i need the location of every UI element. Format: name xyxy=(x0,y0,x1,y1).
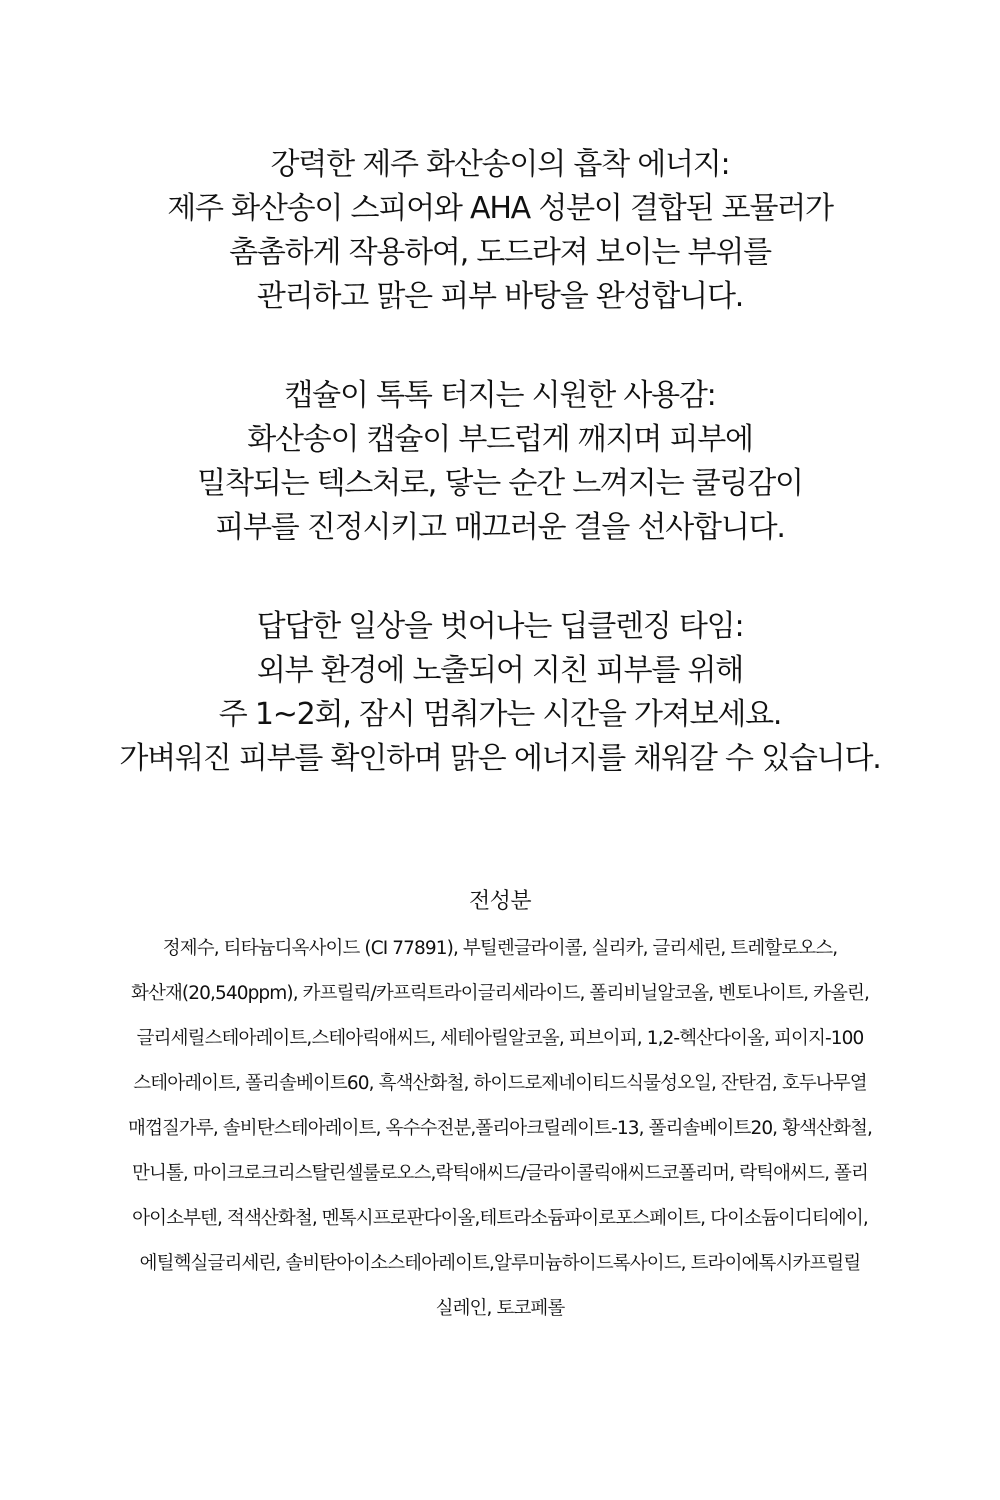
description-section-capsule-texture xyxy=(40,374,960,550)
ingredients-line: 정제수, 티타늄디옥사이드 (CI 77891), 부틸렌글라이콜, 실리카, 글리세린, 트레할로오스, xyxy=(162,938,838,959)
description-section-deep-cleansing xyxy=(40,605,960,781)
ingredients-line: 아이소부텐, 적색산화철, 멘톡시프로판다이올,테트라소듐파이로포스페이트, 다이소듐이디티에이, xyxy=(132,1208,868,1229)
description-section-volcanic-energy xyxy=(40,143,960,319)
description-line: 제주 화산송이 스피어와 AHA 성분이 결합된 포뮬러가 xyxy=(167,191,833,226)
description-line: 외부 환경에 노출되어 지친 피부를 위해 xyxy=(256,653,744,688)
description-line: 관리하고 맑은 피부 바탕을 완성합니다. xyxy=(256,279,744,314)
ingredients-title: 전성분 xyxy=(469,889,531,914)
description-line: 촘촘하게 작용하여, 도드라져 보이는 부위를 xyxy=(229,235,771,270)
description-line: 강력한 제주 화산송이의 흡착 에너지: xyxy=(270,147,730,182)
ingredients-line: 스테아레이트, 폴리솔베이트60, 흑색산화철, 하이드로제네이티드식물성오일, 잔탄검, 호두나무열 xyxy=(133,1073,867,1094)
description-line: 밀착되는 텍스처로, 닿는 순간 느껴지는 쿨링감이 xyxy=(197,466,803,501)
description-line: 화산송이 캡슐이 부드럽게 깨지며 피부에 xyxy=(247,422,753,457)
ingredients-line: 에틸헥실글리세린, 솔비탄아이소스테아레이트,알루미늄하이드록사이드, 트라이에톡시카프릴릴 xyxy=(139,1253,861,1274)
description-line: 답답한 일상을 벗어나는 딥클렌징 타임: xyxy=(256,609,744,644)
ingredients-line: 매껍질가루, 솔비탄스테아레이트, 옥수수전분,폴리아크릴레이트-13, 폴리솔베이트20, 황색산화철, xyxy=(128,1118,872,1139)
ingredients-section xyxy=(40,882,960,1331)
description-line: 캡슐이 톡톡 터지는 시원한 사용감: xyxy=(284,378,716,413)
ingredients-line: 화산재(20,540ppm), 카프릴릭/카프릭트라이글리세라이드, 폴리비닐알코올, 벤토나이트, 카올린, xyxy=(131,983,869,1004)
description-line: 가벼워진 피부를 확인하며 맑은 에너지를 채워갈 수 있습니다. xyxy=(119,741,881,776)
ingredients-line: 글리세릴스테아레이트,스테아릭애씨드, 세테아릴알코올, 피브이피, 1,2-헥산다이올, 피이지-100 xyxy=(136,1028,864,1049)
ingredients-line: 실레인, 토코페롤 xyxy=(435,1298,565,1319)
description-line: 피부를 진정시키고 매끄러운 결을 선사합니다. xyxy=(215,510,785,545)
ingredients-line: 만니톨, 마이크로크리스탈린셀룰로오스,락틱애씨드/글라이콜릭애씨드코폴리머, 락틱애씨드, 폴리 xyxy=(131,1163,868,1184)
product-description xyxy=(40,143,960,781)
description-line: 주 1~2회, 잠시 멈춰가는 시간을 가져보세요. xyxy=(218,697,782,732)
